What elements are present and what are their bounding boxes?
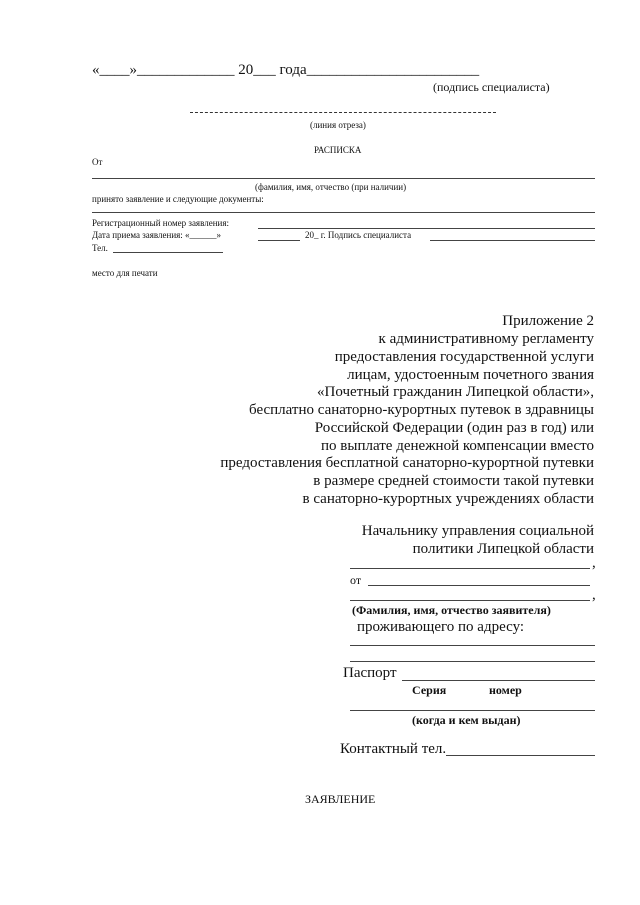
addressee-line-1: Начальнику управления социальной <box>361 523 594 539</box>
addressee-comma-2: , <box>592 587 596 603</box>
statement-title: ЗАЯВЛЕНИЕ <box>305 792 376 806</box>
addressee-passport-line <box>402 680 595 681</box>
appendix-line-8: по выплате денежной компенсации вместо <box>321 438 594 454</box>
appendix-line-11: в санаторно-курортных учреждениях области <box>302 491 594 507</box>
appendix-line-1: Приложение 2 <box>502 313 594 329</box>
cut-line <box>190 112 496 113</box>
addressee-from-label: от <box>350 573 362 587</box>
addressee-series-label: Серия <box>412 683 447 697</box>
receipt-title: РАСПИСКА <box>314 145 362 155</box>
appendix-line-2: к административному регламенту <box>378 331 594 347</box>
receipt-phone-label: Тел. <box>92 243 108 253</box>
receipt-docs-line-1 <box>92 212 595 213</box>
receipt-date-accept-label: Дата приема заявления: «______» <box>92 230 222 240</box>
addressee-issued-caption: (когда и кем выдан) <box>412 713 521 727</box>
appendix-line-7: Российской Федерации (один раз в год) или <box>314 420 594 436</box>
date-line: «____»_____________ 20___ года_______________________ <box>92 62 480 78</box>
addressee-comma-1: , <box>592 555 596 571</box>
receipt-reg-number-line <box>258 228 595 229</box>
addressee-phone-label: Контактный тел. <box>340 741 447 757</box>
addressee-from-line <box>368 585 590 586</box>
receipt-from-line <box>92 178 595 179</box>
appendix-line-3: предоставления государственной услуги <box>334 349 594 365</box>
addressee-number-label: номер <box>489 683 522 697</box>
receipt-fio-caption: (фамилия, имя, отчество (при наличии) <box>255 182 407 192</box>
addressee-address-line-1 <box>350 645 595 646</box>
addressee-line-2: политики Липецкой области <box>412 541 594 557</box>
addressee-issued-line <box>350 710 595 711</box>
receipt-specialist-sign-line <box>430 240 595 241</box>
receipt-reg-number-label: Регистрационный номер заявления: <box>92 218 229 228</box>
addressee-name-line <box>350 568 590 569</box>
addressee-phone-line <box>446 755 595 756</box>
appendix-line-9: предоставления бесплатной санаторно-курортной путевки <box>220 455 594 471</box>
receipt-phone-line <box>113 252 223 253</box>
addressee-address-label: проживающего по адресу: <box>357 619 525 635</box>
appendix-line-6: бесплатно санаторно-курортных путевок в здравницы <box>249 402 594 418</box>
appendix-line-5: «Почетный гражданин Липецкой области», <box>317 384 594 400</box>
receipt-stamp-label: место для печати <box>92 268 158 278</box>
receipt-from-label: От <box>92 157 103 167</box>
appendix-line-10: в размере средней стоимости такой путевки <box>313 473 594 489</box>
receipt-accepted-label: принято заявление и следующие документы: <box>92 194 264 204</box>
addressee-fio-caption: (Фамилия, имя, отчество заявителя) <box>352 603 551 617</box>
appendix-line-4: лицам, удостоенным почетного звания <box>347 367 594 383</box>
addressee-passport-label: Паспорт <box>343 665 397 681</box>
receipt-date-blank <box>258 240 300 241</box>
receipt-date-accept-mid: 20_ г. Подпись специалиста <box>305 230 412 240</box>
addressee-from-line-2 <box>350 600 590 601</box>
addressee-address-line-2 <box>350 661 595 662</box>
signature-caption: (подпись специалиста) <box>433 80 550 94</box>
cut-caption: (линия отреза) <box>310 120 366 130</box>
